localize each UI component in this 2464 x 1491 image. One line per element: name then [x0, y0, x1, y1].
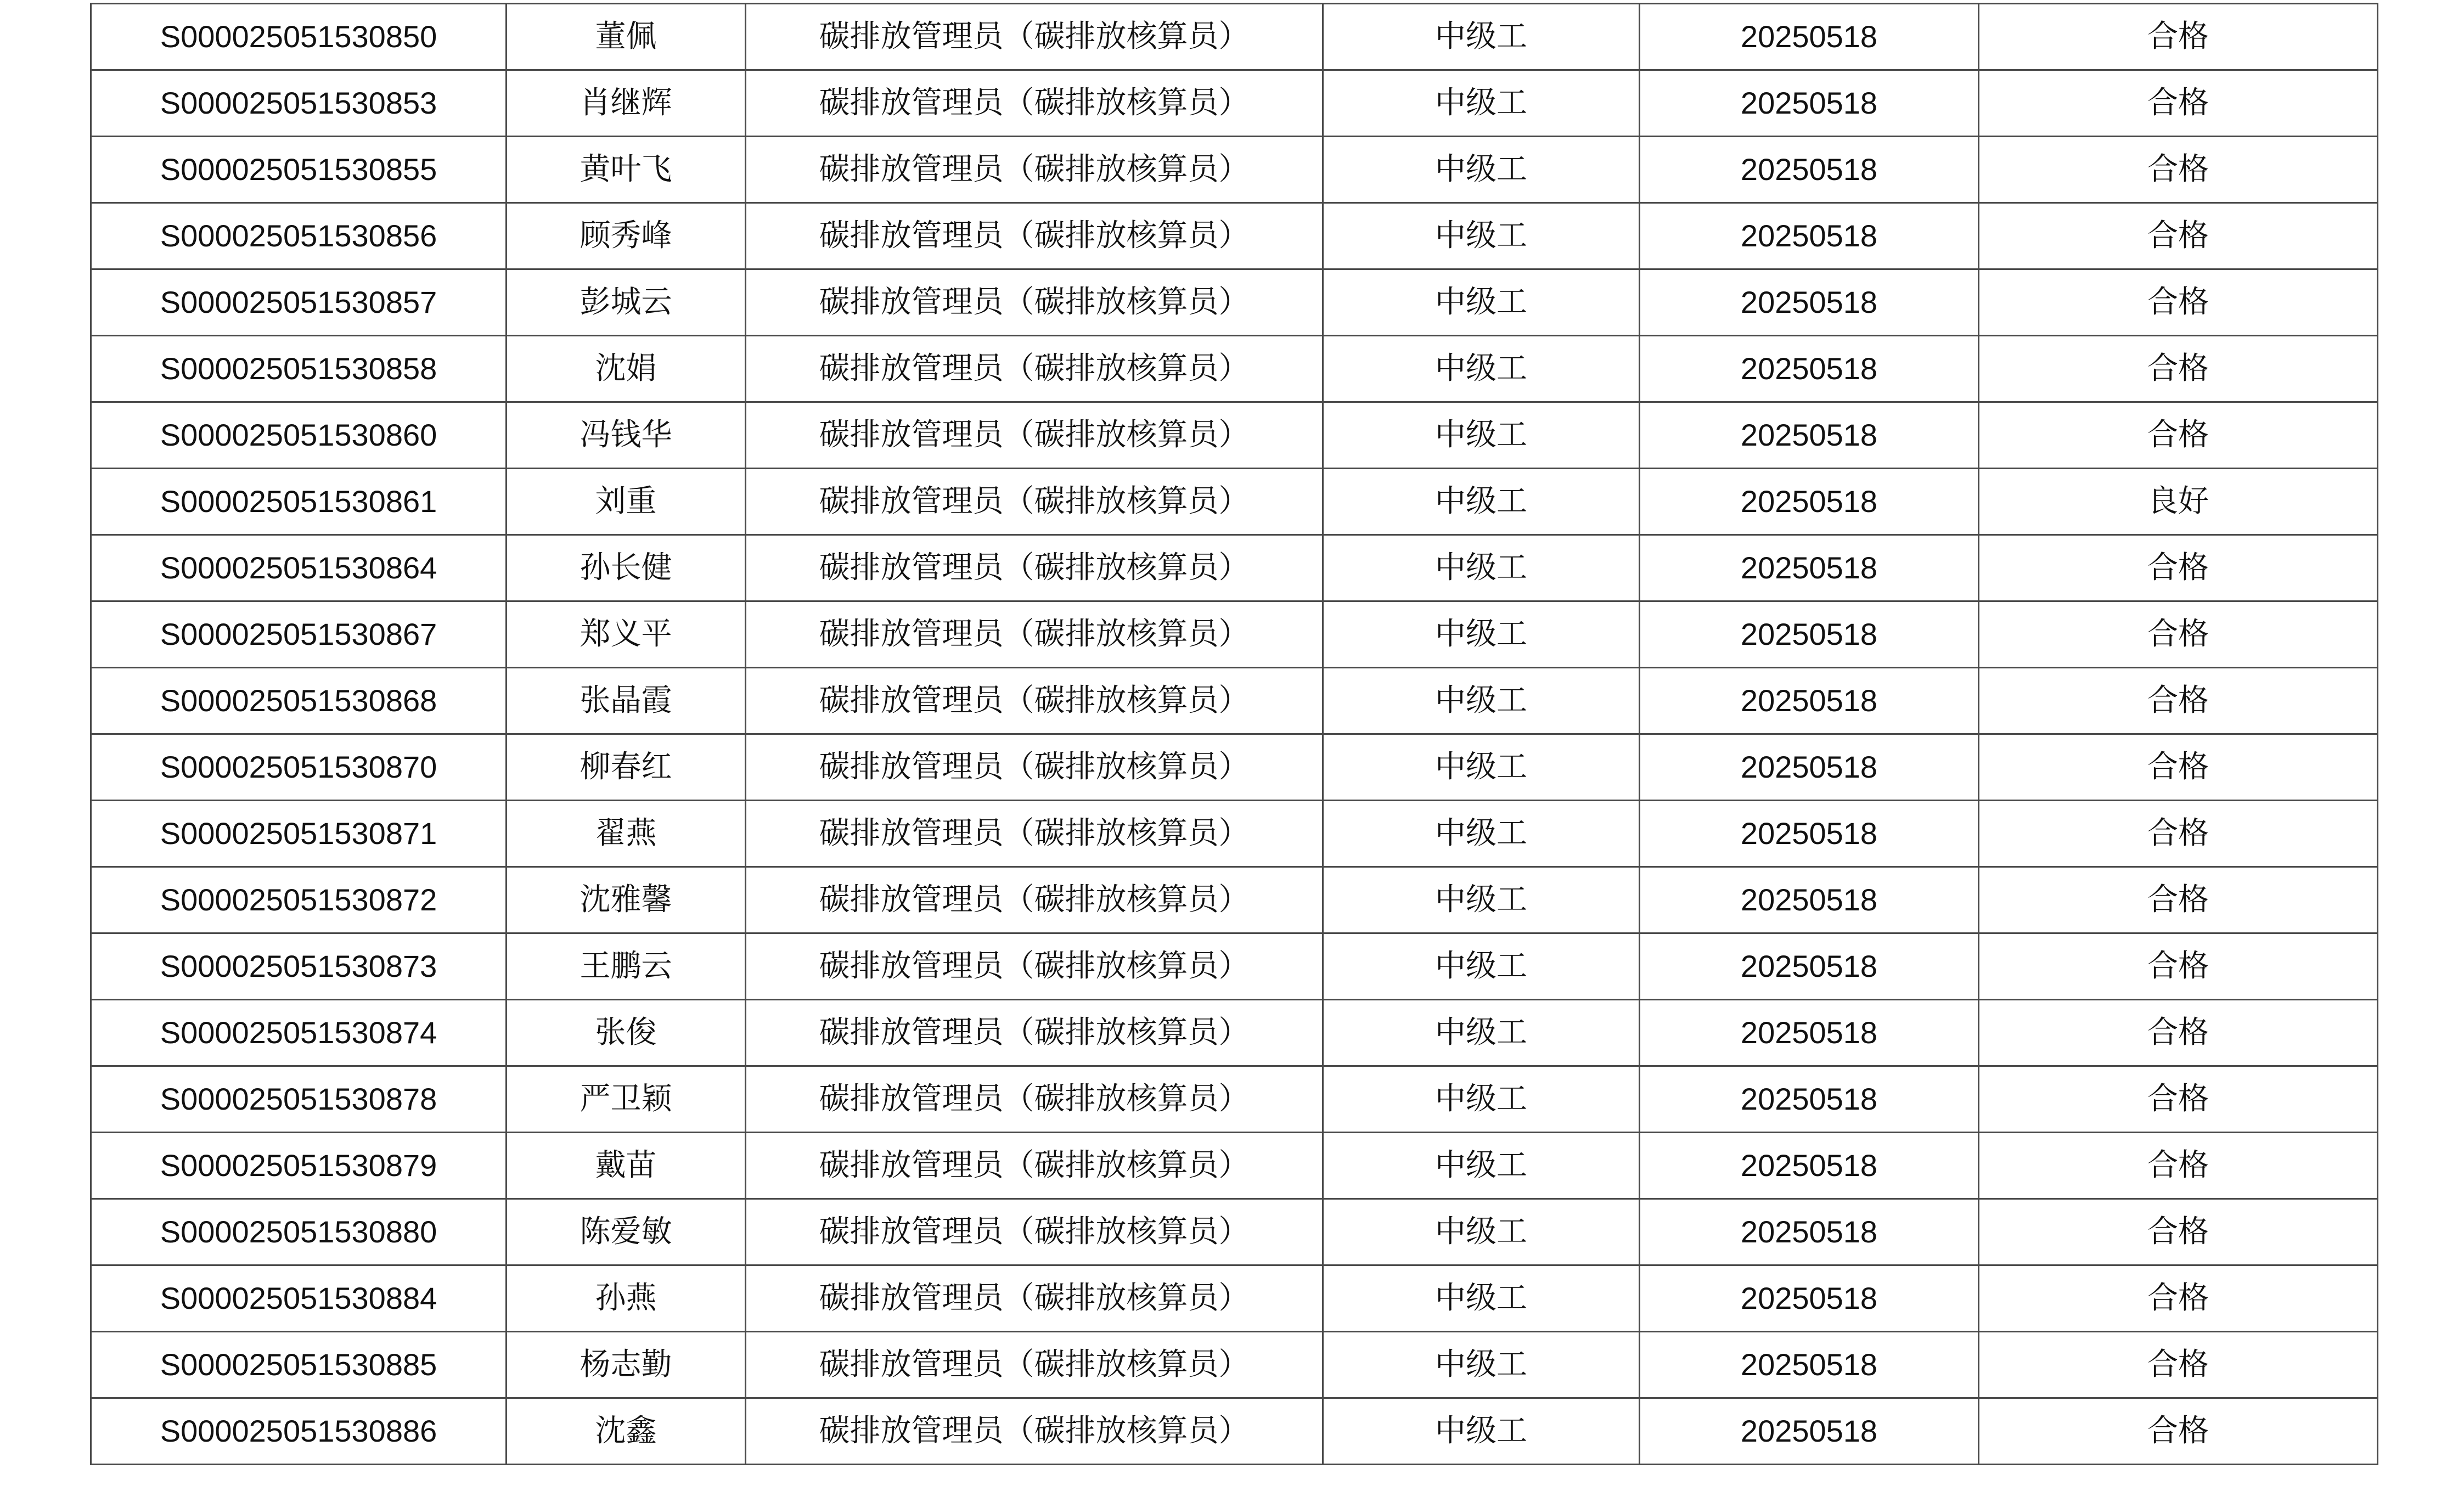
skill-level-cell: 中级工 [1323, 1332, 1640, 1398]
candidate-name-cell: 郑义平 [507, 601, 746, 668]
occupation-cell: 碳排放管理员（碳排放核算员） [746, 4, 1323, 70]
certification-roster-table [90, 3, 2378, 1465]
candidate-name-cell: 翟燕 [507, 801, 746, 867]
certificate-number-cell: S000025051530850 [91, 4, 507, 70]
table-body [91, 4, 2378, 1465]
skill-level-cell: 中级工 [1323, 4, 1640, 70]
exam-date-cell: 20250518 [1640, 867, 1979, 933]
result-cell: 合格 [1979, 1398, 2378, 1465]
table-row [91, 1332, 2378, 1398]
exam-date-cell: 20250518 [1640, 933, 1979, 1000]
occupation-cell: 碳排放管理员（碳排放核算员） [746, 1066, 1323, 1133]
skill-level-cell: 中级工 [1323, 668, 1640, 734]
certificate-number-cell: S000025051530885 [91, 1332, 507, 1398]
table-row [91, 601, 2378, 668]
exam-date-cell: 20250518 [1640, 1133, 1979, 1199]
occupation-cell: 碳排放管理员（碳排放核算员） [746, 1000, 1323, 1066]
occupation-cell: 碳排放管理员（碳排放核算员） [746, 402, 1323, 469]
certificate-number-cell: S000025051530880 [91, 1199, 507, 1265]
table-row [91, 1066, 2378, 1133]
result-cell: 合格 [1979, 1332, 2378, 1398]
occupation-cell: 碳排放管理员（碳排放核算员） [746, 137, 1323, 203]
result-cell: 合格 [1979, 933, 2378, 1000]
certificate-number-cell: S000025051530857 [91, 269, 507, 336]
skill-level-cell: 中级工 [1323, 402, 1640, 469]
result-cell: 合格 [1979, 734, 2378, 801]
result-cell: 合格 [1979, 70, 2378, 137]
skill-level-cell: 中级工 [1323, 1265, 1640, 1332]
result-cell: 合格 [1979, 601, 2378, 668]
table-row [91, 734, 2378, 801]
occupation-cell: 碳排放管理员（碳排放核算员） [746, 535, 1323, 601]
exam-date-cell: 20250518 [1640, 137, 1979, 203]
candidate-name-cell: 黄叶飞 [507, 137, 746, 203]
exam-date-cell: 20250518 [1640, 269, 1979, 336]
table-row [91, 1199, 2378, 1265]
skill-level-cell: 中级工 [1323, 867, 1640, 933]
certificate-number-cell: S000025051530853 [91, 70, 507, 137]
candidate-name-cell: 沈鑫 [507, 1398, 746, 1465]
candidate-name-cell: 张晶霞 [507, 668, 746, 734]
candidate-name-cell: 孙长健 [507, 535, 746, 601]
skill-level-cell: 中级工 [1323, 137, 1640, 203]
table-row [91, 137, 2378, 203]
occupation-cell: 碳排放管理员（碳排放核算员） [746, 1398, 1323, 1465]
table-row [91, 269, 2378, 336]
exam-date-cell: 20250518 [1640, 469, 1979, 535]
candidate-name-cell: 董佩 [507, 4, 746, 70]
result-cell: 合格 [1979, 1066, 2378, 1133]
table-row [91, 4, 2378, 70]
skill-level-cell: 中级工 [1323, 469, 1640, 535]
occupation-cell: 碳排放管理员（碳排放核算员） [746, 601, 1323, 668]
exam-date-cell: 20250518 [1640, 4, 1979, 70]
exam-date-cell: 20250518 [1640, 1265, 1979, 1332]
occupation-cell: 碳排放管理员（碳排放核算员） [746, 203, 1323, 269]
skill-level-cell: 中级工 [1323, 1066, 1640, 1133]
result-cell: 合格 [1979, 4, 2378, 70]
certificate-number-cell: S000025051530860 [91, 402, 507, 469]
exam-date-cell: 20250518 [1640, 801, 1979, 867]
occupation-cell: 碳排放管理员（碳排放核算员） [746, 1265, 1323, 1332]
exam-date-cell: 20250518 [1640, 1066, 1979, 1133]
skill-level-cell: 中级工 [1323, 1133, 1640, 1199]
certificate-number-cell: S000025051530871 [91, 801, 507, 867]
result-cell: 合格 [1979, 137, 2378, 203]
result-cell: 合格 [1979, 203, 2378, 269]
exam-date-cell: 20250518 [1640, 668, 1979, 734]
result-cell: 良好 [1979, 469, 2378, 535]
candidate-name-cell: 沈娟 [507, 336, 746, 402]
table-row [91, 70, 2378, 137]
skill-level-cell: 中级工 [1323, 535, 1640, 601]
result-cell: 合格 [1979, 1000, 2378, 1066]
occupation-cell: 碳排放管理员（碳排放核算员） [746, 70, 1323, 137]
skill-level-cell: 中级工 [1323, 801, 1640, 867]
result-cell: 合格 [1979, 801, 2378, 867]
table-row [91, 1398, 2378, 1465]
candidate-name-cell: 杨志勤 [507, 1332, 746, 1398]
occupation-cell: 碳排放管理员（碳排放核算员） [746, 1199, 1323, 1265]
exam-date-cell: 20250518 [1640, 1398, 1979, 1465]
certificate-number-cell: S000025051530878 [91, 1066, 507, 1133]
exam-date-cell: 20250518 [1640, 203, 1979, 269]
skill-level-cell: 中级工 [1323, 269, 1640, 336]
certificate-number-cell: S000025051530856 [91, 203, 507, 269]
skill-level-cell: 中级工 [1323, 336, 1640, 402]
certificate-number-cell: S000025051530861 [91, 469, 507, 535]
result-cell: 合格 [1979, 1133, 2378, 1199]
exam-date-cell: 20250518 [1640, 336, 1979, 402]
table-row [91, 867, 2378, 933]
candidate-name-cell: 戴苗 [507, 1133, 746, 1199]
occupation-cell: 碳排放管理员（碳排放核算员） [746, 933, 1323, 1000]
table-row [91, 933, 2378, 1000]
table-row [91, 203, 2378, 269]
exam-date-cell: 20250518 [1640, 1199, 1979, 1265]
result-cell: 合格 [1979, 867, 2378, 933]
certificate-number-cell: S000025051530855 [91, 137, 507, 203]
result-cell: 合格 [1979, 269, 2378, 336]
occupation-cell: 碳排放管理员（碳排放核算员） [746, 336, 1323, 402]
table-row [91, 469, 2378, 535]
candidate-name-cell: 刘重 [507, 469, 746, 535]
occupation-cell: 碳排放管理员（碳排放核算员） [746, 269, 1323, 336]
skill-level-cell: 中级工 [1323, 734, 1640, 801]
table-row [91, 535, 2378, 601]
candidate-name-cell: 肖继辉 [507, 70, 746, 137]
candidate-name-cell: 陈爱敏 [507, 1199, 746, 1265]
table-row [91, 402, 2378, 469]
result-cell: 合格 [1979, 668, 2378, 734]
result-cell: 合格 [1979, 535, 2378, 601]
exam-date-cell: 20250518 [1640, 535, 1979, 601]
candidate-name-cell: 沈雅馨 [507, 867, 746, 933]
skill-level-cell: 中级工 [1323, 70, 1640, 137]
candidate-name-cell: 张俊 [507, 1000, 746, 1066]
table-row [91, 1000, 2378, 1066]
candidate-name-cell: 孙燕 [507, 1265, 746, 1332]
result-cell: 合格 [1979, 1265, 2378, 1332]
certificate-number-cell: S000025051530886 [91, 1398, 507, 1465]
table-row [91, 1265, 2378, 1332]
result-cell: 合格 [1979, 402, 2378, 469]
occupation-cell: 碳排放管理员（碳排放核算员） [746, 867, 1323, 933]
certificate-number-cell: S000025051530884 [91, 1265, 507, 1332]
result-cell: 合格 [1979, 336, 2378, 402]
skill-level-cell: 中级工 [1323, 933, 1640, 1000]
table-row [91, 1133, 2378, 1199]
certificate-number-cell: S000025051530858 [91, 336, 507, 402]
occupation-cell: 碳排放管理员（碳排放核算员） [746, 1133, 1323, 1199]
occupation-cell: 碳排放管理员（碳排放核算员） [746, 801, 1323, 867]
result-cell: 合格 [1979, 1199, 2378, 1265]
skill-level-cell: 中级工 [1323, 1199, 1640, 1265]
certificate-number-cell: S000025051530873 [91, 933, 507, 1000]
certificate-number-cell: S000025051530872 [91, 867, 507, 933]
certificate-number-cell: S000025051530868 [91, 668, 507, 734]
skill-level-cell: 中级工 [1323, 1398, 1640, 1465]
table-row [91, 668, 2378, 734]
exam-date-cell: 20250518 [1640, 1332, 1979, 1398]
occupation-cell: 碳排放管理员（碳排放核算员） [746, 469, 1323, 535]
occupation-cell: 碳排放管理员（碳排放核算员） [746, 1332, 1323, 1398]
certificate-number-cell: S000025051530879 [91, 1133, 507, 1199]
roster-sheet [90, 3, 2377, 1465]
exam-date-cell: 20250518 [1640, 402, 1979, 469]
table-row [91, 336, 2378, 402]
candidate-name-cell: 严卫颖 [507, 1066, 746, 1133]
exam-date-cell: 20250518 [1640, 1000, 1979, 1066]
candidate-name-cell: 柳春红 [507, 734, 746, 801]
candidate-name-cell: 王鹏云 [507, 933, 746, 1000]
skill-level-cell: 中级工 [1323, 203, 1640, 269]
candidate-name-cell: 彭城云 [507, 269, 746, 336]
candidate-name-cell: 冯钱华 [507, 402, 746, 469]
candidate-name-cell: 顾秀峰 [507, 203, 746, 269]
skill-level-cell: 中级工 [1323, 1000, 1640, 1066]
exam-date-cell: 20250518 [1640, 70, 1979, 137]
exam-date-cell: 20250518 [1640, 734, 1979, 801]
certificate-number-cell: S000025051530874 [91, 1000, 507, 1066]
occupation-cell: 碳排放管理员（碳排放核算员） [746, 734, 1323, 801]
skill-level-cell: 中级工 [1323, 601, 1640, 668]
certificate-number-cell: S000025051530867 [91, 601, 507, 668]
occupation-cell: 碳排放管理员（碳排放核算员） [746, 668, 1323, 734]
certificate-number-cell: S000025051530870 [91, 734, 507, 801]
certificate-number-cell: S000025051530864 [91, 535, 507, 601]
table-row [91, 801, 2378, 867]
exam-date-cell: 20250518 [1640, 601, 1979, 668]
